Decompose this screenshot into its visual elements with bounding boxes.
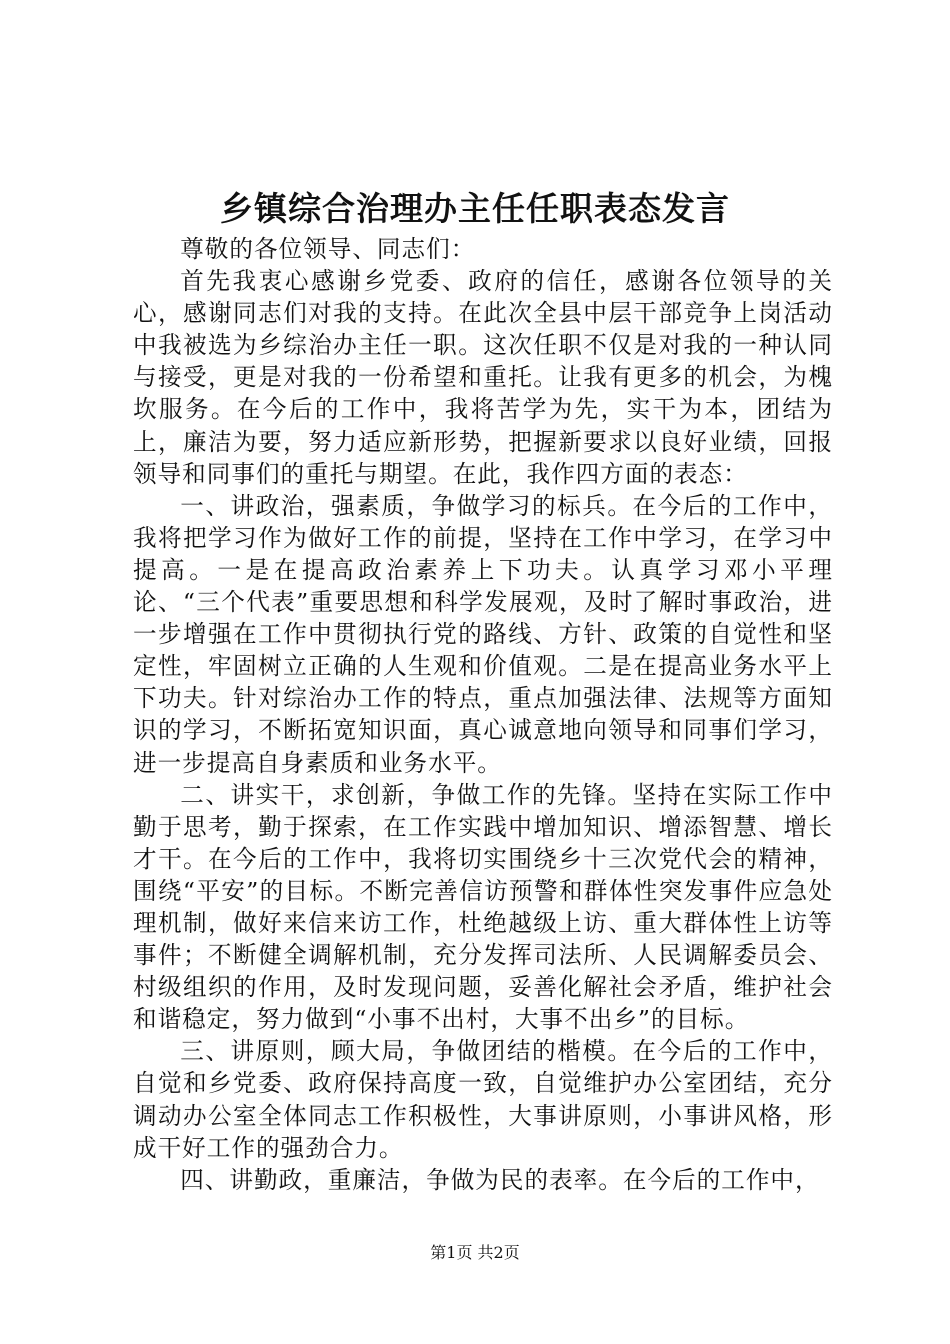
paragraph-point-4: 四、讲勤政，重廉洁，争做为民的表率。在今后的工作中， <box>180 1165 820 1194</box>
document-title: 乡镇综合治理办主任任职表态发言 <box>220 189 730 228</box>
paragraph-point-3: 三、讲原则，顾大局，争做团结的楷模。在今后的工作中，自觉和乡党委、政府保持高度一致，自觉维护办公室团结，充分调动办公室全体同志工作积极性，大事讲原则，小事讲风格，形成干好工作的强劲合力。 <box>133 1037 833 1162</box>
document-body <box>133 233 833 1196</box>
paragraph-point-2: 二、讲实干，求创新，争做工作的先锋。坚持在实际工作中勤于思考，勤于探索，在工作实践中增加知识、增添智慧、增长才干。在今后的工作中，我将切实围绕乡十三次党代会的精神，围绕“平安”的目标。不断完善信访预警和群体性突发事件应急处理机制，做好来信来访工作，杜绝越级上访、重大群体性上访等事件；不断健全调解机制，充分发挥司法所、人民调解委员会、村级组织的作用，及时发现问题，妥善化解社会矛盾，维护社会和谐稳定，努力做到“小事不出村，大事不出乡”的目标。 <box>133 780 833 1034</box>
page-number-footer: 第1页 共2页 <box>430 1243 520 1262</box>
paragraph-intro: 首先我衷心感谢乡党委、政府的信任，感谢各位领导的关心，感谢同志们对我的支持。在此次全县中层干部竞争上岗活动中我被选为乡综治办主任一职。这次任职不仅是对我的一种认同与接受，更是对我的一份希望和重托。让我有更多的机会，为槐坎服务。在今后的工作中，我将苦学为先，实干为本，团结为上，廉洁为要，努力适应新形势，把握新要求以良好业绩，回报领导和同事们的重托与期望。在此，我作四方面的表态： <box>133 267 833 488</box>
paragraph-point-1: 一、讲政治，强素质，争做学习的标兵。在今后的工作中，我将把学习作为做好工作的前提，坚持在工作中学习，在学习中提高。一是在提高政治素养上下功夫。认真学习邓小平理论、“三个代表”重要思想和科学发展观，及时了解时事政治，进一步增强在工作中贯彻执行党的路线、方针、政策的自觉性和坚定性，牢固树立正确的人生观和价值观。二是在提高业务水平上下功夫。针对综治办工作的特点，重点加强法律、法规等方面知识的学习，不断拓宽知识面，真心诚意地向领导和同事们学习，进一步提高自身素质和业务水平。 <box>133 491 833 777</box>
salutation: 尊敬的各位领导、同志们： <box>180 235 476 263</box>
